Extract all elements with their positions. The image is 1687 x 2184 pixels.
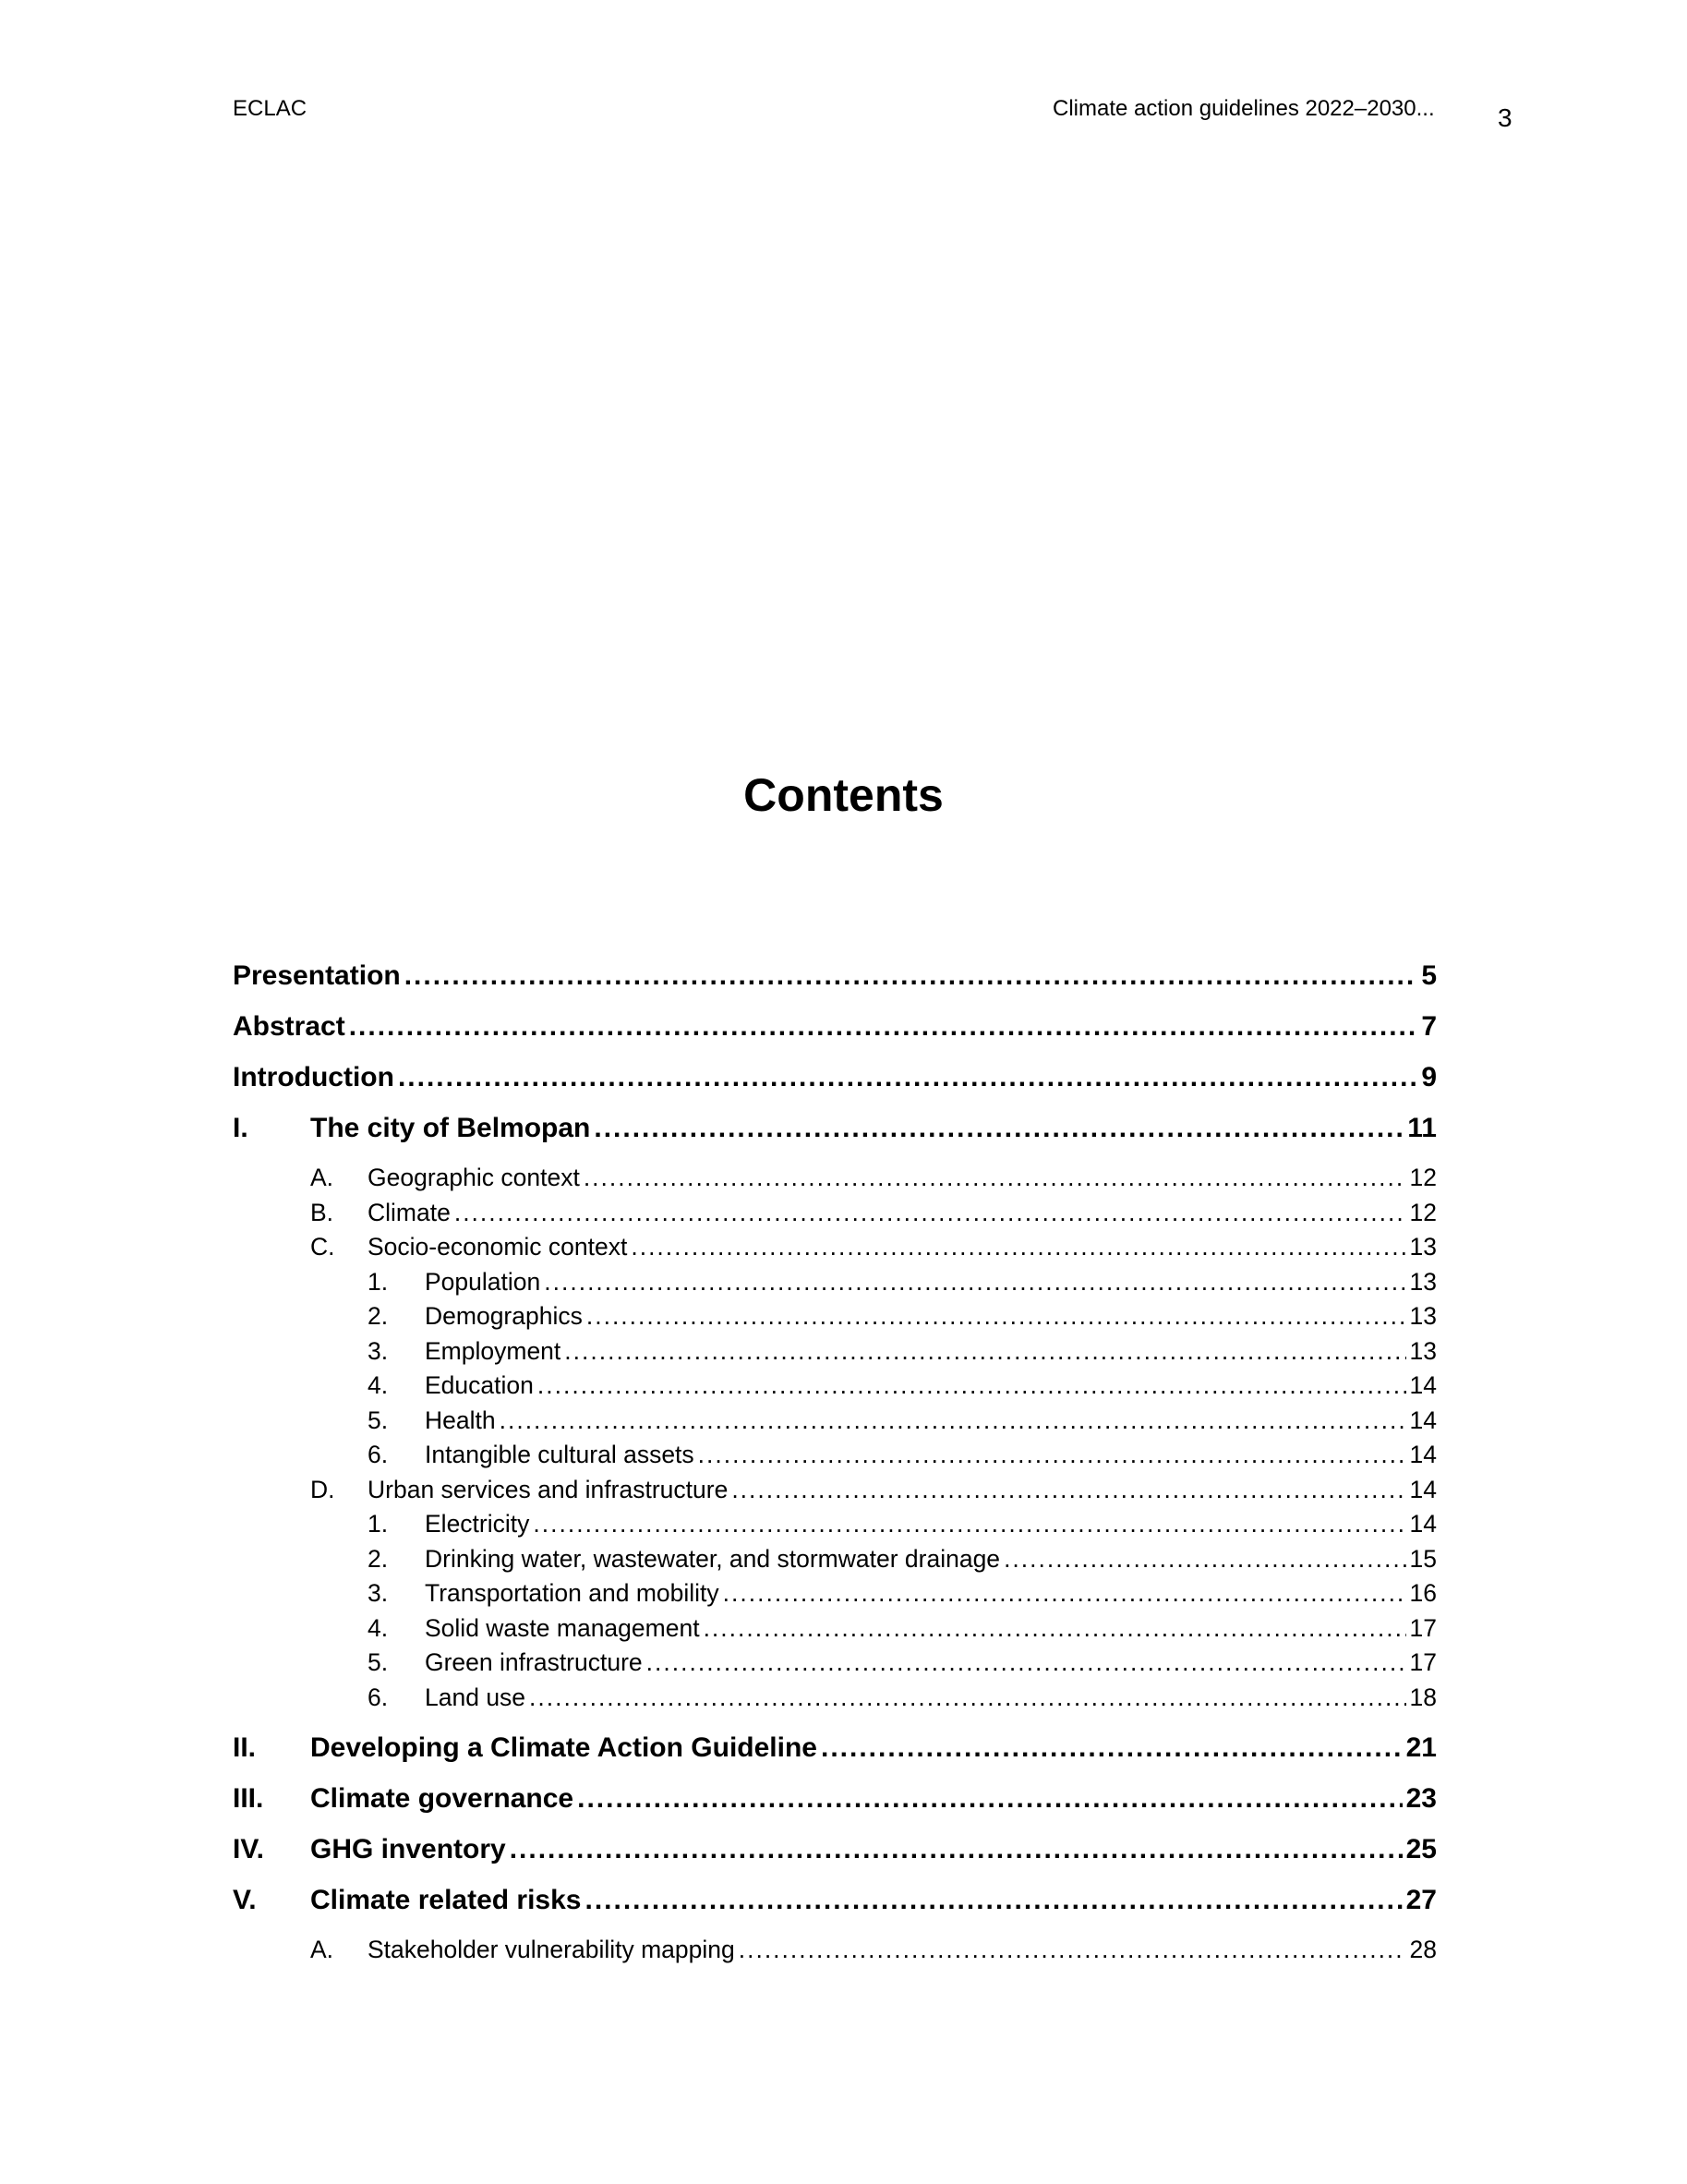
toc-entry-label: The city of Belmopan xyxy=(310,1113,591,1143)
toc-entry-number: 2. xyxy=(368,1302,389,1330)
dot-leader xyxy=(631,1233,1405,1261)
toc-entry-label: Geographic context xyxy=(368,1164,580,1191)
toc-entry-number: 6. xyxy=(368,1441,389,1468)
toc-entry-label: Intangible cultural assets xyxy=(425,1441,694,1468)
toc-entry-page: 12 xyxy=(1409,1198,1437,1226)
dot-leader xyxy=(1004,1545,1405,1574)
toc-entry[interactable] xyxy=(233,1510,1437,1545)
toc-entry-page: 14 xyxy=(1409,1510,1437,1538)
toc-entry-label: Education xyxy=(425,1371,534,1399)
toc-entry-label: Climate xyxy=(368,1198,451,1226)
dot-leader xyxy=(529,1683,1405,1712)
toc-entry-page: 9 xyxy=(1421,1062,1437,1092)
toc-entry-number: V. xyxy=(233,1885,257,1915)
toc-entry-page: 13 xyxy=(1409,1302,1437,1330)
toc-entry-page: 13 xyxy=(1409,1267,1437,1296)
toc-entry-number: C. xyxy=(310,1233,335,1261)
toc-entry-label: Land use xyxy=(425,1683,526,1711)
toc-entry[interactable] xyxy=(233,960,1437,1011)
toc-entry-page: 14 xyxy=(1409,1441,1437,1468)
toc-entry-number: III. xyxy=(233,1783,264,1814)
table-of-contents xyxy=(233,960,1437,1971)
toc-entry-number: 3. xyxy=(368,1336,389,1365)
toc-entry-label: GHG inventory xyxy=(310,1834,506,1864)
toc-entry-number: 6. xyxy=(368,1683,389,1711)
toc-entry-number: D. xyxy=(310,1475,335,1503)
toc-entry-label: Climate related risks xyxy=(310,1885,582,1915)
toc-entry-label: Demographics xyxy=(425,1302,583,1330)
dot-leader xyxy=(500,1406,1406,1435)
toc-entry-label: Stakeholder vulnerability mapping xyxy=(368,1936,735,1963)
toc-entry-number: 4. xyxy=(368,1613,389,1642)
toc-entry-page: 28 xyxy=(1409,1936,1437,1963)
toc-entry-label: Presentation xyxy=(233,960,401,991)
toc-entry-page: 7 xyxy=(1421,1011,1437,1042)
dot-leader xyxy=(454,1199,1406,1227)
dot-leader xyxy=(544,1268,1405,1297)
toc-entry-number: I. xyxy=(233,1113,248,1143)
header-page-number: 3 xyxy=(1498,103,1512,132)
toc-entry-label: Green infrastructure xyxy=(425,1648,643,1676)
toc-entry-page: 27 xyxy=(1405,1885,1437,1915)
toc-entry-number: A. xyxy=(310,1936,334,1963)
toc-entry-page: 12 xyxy=(1409,1164,1437,1191)
toc-entry-page: 13 xyxy=(1409,1233,1437,1261)
page-title: Contents xyxy=(743,769,944,821)
toc-entry[interactable] xyxy=(233,1545,1437,1580)
toc-entry-page: 14 xyxy=(1409,1371,1437,1399)
dot-leader xyxy=(537,1371,1406,1400)
toc-entry-page: 18 xyxy=(1409,1683,1437,1711)
dot-leader xyxy=(564,1337,1405,1366)
toc-entry-page: 17 xyxy=(1409,1613,1437,1642)
toc-entry[interactable] xyxy=(233,1885,1437,1936)
toc-entry-page: 5 xyxy=(1421,960,1437,991)
toc-entry-number: B. xyxy=(310,1198,334,1226)
toc-entry-page: 21 xyxy=(1405,1732,1437,1763)
toc-entry-label: Socio-economic context xyxy=(368,1233,628,1261)
toc-entry[interactable] xyxy=(233,1683,1437,1719)
toc-entry[interactable] xyxy=(233,1648,1437,1683)
toc-entry[interactable] xyxy=(233,1164,1437,1199)
toc-entry-page: 23 xyxy=(1405,1783,1437,1814)
dot-leader xyxy=(349,1011,1418,1043)
toc-entry-label: Solid waste management xyxy=(425,1613,700,1642)
toc-entry-number: 2. xyxy=(368,1544,389,1573)
dot-leader xyxy=(577,1783,1403,1815)
toc-entry-number: 4. xyxy=(368,1371,389,1399)
toc-entry-page: 17 xyxy=(1409,1648,1437,1676)
toc-entry-label: Transportation and mobility xyxy=(425,1579,719,1607)
header-document-title: Climate action guidelines 2022–2030... xyxy=(1053,96,1435,121)
toc-entry-label: Health xyxy=(425,1406,496,1434)
dot-leader xyxy=(533,1510,1405,1538)
dot-leader xyxy=(404,960,1418,992)
dot-leader xyxy=(510,1834,1403,1865)
dot-leader xyxy=(698,1441,1406,1469)
toc-entry[interactable] xyxy=(233,1406,1437,1442)
header-org: ECLAC xyxy=(233,96,307,121)
toc-entry[interactable] xyxy=(233,1233,1437,1268)
toc-entry-number: IV. xyxy=(233,1834,264,1864)
toc-entry-label: Urban services and infrastructure xyxy=(368,1475,729,1503)
toc-entry-label: Abstract xyxy=(233,1011,345,1042)
toc-entry[interactable] xyxy=(233,1199,1437,1234)
dot-leader xyxy=(704,1614,1406,1643)
toc-entry-page: 25 xyxy=(1405,1834,1437,1864)
toc-entry-number: 5. xyxy=(368,1648,389,1676)
toc-entry-number: 3. xyxy=(368,1579,389,1607)
dot-leader xyxy=(398,1062,1417,1093)
toc-entry[interactable] xyxy=(233,1302,1437,1337)
toc-entry[interactable] xyxy=(233,1011,1437,1062)
toc-entry-page: 14 xyxy=(1409,1406,1437,1434)
toc-entry-number: II. xyxy=(233,1732,257,1763)
dot-leader xyxy=(646,1648,1406,1677)
toc-entry-number: 1. xyxy=(368,1510,389,1538)
dot-leader xyxy=(586,1302,1406,1331)
toc-entry-page: 15 xyxy=(1409,1544,1437,1573)
toc-entry[interactable] xyxy=(233,1936,1437,1971)
toc-entry[interactable] xyxy=(233,1579,1437,1614)
dot-leader xyxy=(594,1113,1404,1144)
toc-entry-label: Drinking water, wastewater, and stormwater drainage xyxy=(425,1544,1001,1573)
toc-entry[interactable] xyxy=(233,1783,1437,1834)
toc-entry[interactable] xyxy=(233,1268,1437,1303)
toc-entry[interactable] xyxy=(233,1441,1437,1476)
toc-entry-label: Introduction xyxy=(233,1062,394,1092)
toc-entry-label: Developing a Climate Action Guideline xyxy=(310,1732,817,1763)
toc-entry-page: 11 xyxy=(1407,1113,1437,1143)
toc-entry-page: 16 xyxy=(1409,1579,1437,1607)
toc-entry-label: Employment xyxy=(425,1336,561,1365)
toc-entry-label: Population xyxy=(425,1267,541,1296)
dot-leader xyxy=(584,1885,1402,1916)
dot-leader xyxy=(584,1164,1406,1192)
toc-entry[interactable] xyxy=(233,1337,1437,1372)
toc-entry[interactable] xyxy=(233,1062,1437,1113)
toc-entry[interactable] xyxy=(233,1113,1437,1164)
dot-leader xyxy=(739,1936,1406,1964)
toc-entry-page: 14 xyxy=(1409,1475,1437,1503)
toc-entry-number: A. xyxy=(310,1164,334,1191)
dot-leader xyxy=(821,1732,1403,1764)
dot-leader xyxy=(723,1579,1406,1608)
toc-entry-label: Electricity xyxy=(425,1510,530,1538)
toc-entry[interactable] xyxy=(233,1371,1437,1406)
toc-entry-number: 5. xyxy=(368,1406,389,1434)
toc-entry-number: 1. xyxy=(368,1267,389,1296)
dot-leader xyxy=(731,1476,1405,1504)
toc-entry[interactable] xyxy=(233,1834,1437,1885)
toc-entry[interactable] xyxy=(233,1614,1437,1649)
toc-entry-page: 13 xyxy=(1409,1336,1437,1365)
toc-entry[interactable] xyxy=(233,1732,1437,1783)
toc-entry[interactable] xyxy=(233,1476,1437,1511)
toc-entry-label: Climate governance xyxy=(310,1783,574,1814)
